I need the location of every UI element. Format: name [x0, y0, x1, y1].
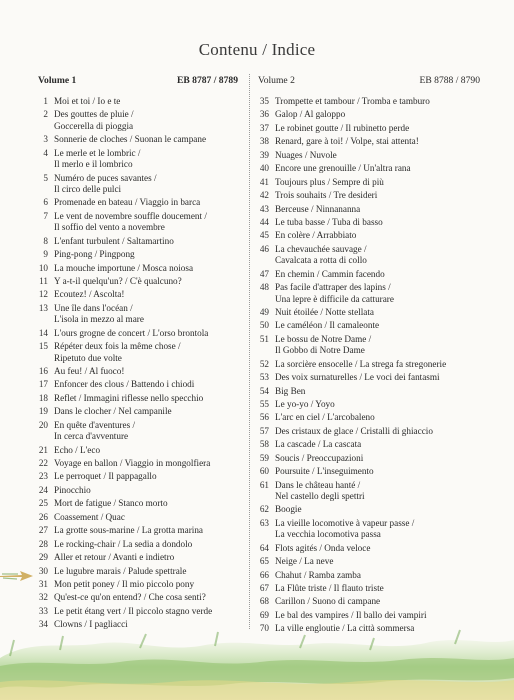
contents-entry	[258, 217, 480, 228]
entry-number: 45	[259, 230, 269, 241]
entry-title: Voyage en ballon / Viaggio in mongolfiera	[54, 458, 211, 469]
entry-title: Y a-t-il quelqu'un? / C'è qualcuno?	[54, 276, 182, 286]
entry-number: 6	[43, 197, 48, 208]
contents-entry	[258, 230, 480, 241]
entry-number: 69	[259, 609, 269, 620]
entry-number: 34	[38, 619, 48, 630]
entry-number: 32	[38, 592, 48, 603]
entry-number: 56	[259, 412, 269, 423]
entry-number: 48	[259, 282, 269, 293]
entry-title: La sorcière ensocelle / La strega fa stregonerie	[275, 358, 447, 369]
brush-arrow-decoration	[0, 569, 36, 583]
contents-entry	[38, 148, 238, 171]
contents-entry	[258, 543, 480, 554]
contents-entry	[38, 134, 238, 145]
entry-title: Sonnerie de cloches / Suonan le campane	[54, 134, 207, 145]
contents-entry	[258, 570, 480, 581]
contents-entry	[258, 480, 480, 503]
entry-title: Echo / L'eco	[54, 444, 101, 455]
entry-title: Nuages / Nuvole	[275, 149, 337, 160]
entry-number: 62	[259, 504, 269, 515]
contents-entry	[38, 379, 238, 390]
entry-number: 24	[38, 484, 48, 495]
entry-number: 51	[259, 333, 269, 344]
entry-number: 25	[38, 498, 48, 509]
entry-number: 49	[259, 306, 269, 317]
contents-entry	[258, 177, 480, 188]
contents-entry	[258, 190, 480, 201]
contents-entry	[258, 412, 480, 423]
volume-1-column	[38, 75, 238, 633]
entry-number: 44	[259, 216, 269, 227]
entry-title: En chemin / Cammin facendo	[275, 268, 385, 279]
entry-number: 58	[259, 439, 269, 450]
contents-entry	[258, 244, 480, 267]
entry-title: Flots agités / Onda veloce	[275, 542, 371, 553]
contents-entry	[258, 556, 480, 567]
contents-entry	[38, 197, 238, 208]
entry-title: En quête d'aventures / In cerca d'avventure	[54, 419, 135, 442]
contents-entry	[38, 498, 238, 509]
contents-entry	[38, 592, 238, 603]
entry-number: 57	[259, 425, 269, 436]
entry-number: 38	[259, 136, 269, 147]
contents-entry	[38, 211, 238, 234]
entry-number: 12	[38, 289, 48, 300]
entry-title: Dans le château hanté / Nel castello degli spettri	[275, 479, 365, 501]
entry-title: Au feu! / Al fuoco!	[54, 366, 125, 376]
entry-title: Le perroquet / Il pappagallo	[54, 471, 157, 482]
entry-title: La Flûte triste / Il flauto triste	[275, 583, 384, 594]
volume-1-list	[38, 96, 238, 631]
entry-title: Renard, gare à toi! / Volpe, stai attenta!	[275, 136, 419, 147]
entry-title: La cascade / La cascata	[275, 439, 362, 450]
entry-number: 14	[38, 327, 48, 338]
watercolor-grass-decoration	[0, 618, 514, 700]
entry-title: Le bal des vampires / Il ballo dei vampiri	[275, 609, 427, 620]
contents-entry	[258, 150, 480, 161]
entry-title: Nuit étoilée / Notte stellata	[275, 306, 374, 317]
entry-number: 2	[43, 109, 48, 120]
entry-number: 60	[259, 466, 269, 477]
entry-number: 9	[43, 249, 48, 260]
contents-entry	[258, 204, 480, 215]
contents-entry	[258, 109, 480, 120]
contents-entry	[38, 289, 238, 300]
contents-entry	[258, 504, 480, 515]
entry-title: Ping-pong / Pingpong	[54, 249, 135, 260]
entry-title: Encore une grenouille / Un'altra rana	[275, 163, 411, 174]
entry-title: Enfoncer des clous / Battendo i chiodi	[54, 379, 195, 390]
contents-entry	[258, 307, 480, 318]
contents-entry	[38, 393, 238, 404]
entry-title: Neige / La neve	[275, 556, 334, 567]
contents-entry	[38, 579, 238, 590]
entry-title: Une île dans l'océan / L'isola in mezzo al mare	[54, 302, 144, 325]
entry-title: Qu'est-ce qu'on entend? / Che cosa senti?	[54, 592, 206, 603]
contents-entry	[258, 123, 480, 134]
entry-title: Berceuse / Ninnananna	[275, 203, 361, 214]
entry-title: Pinocchio	[54, 484, 91, 495]
contents-entry	[258, 596, 480, 607]
entry-title: La mouche importune / Mosca noiosa	[54, 262, 194, 273]
contents-entry	[258, 320, 480, 331]
entry-number: 36	[259, 109, 269, 120]
entry-number: 17	[38, 379, 48, 390]
contents-entry	[38, 471, 238, 482]
entry-title: Coassement / Quac	[54, 511, 125, 522]
volume-2-label: Volume 2	[258, 75, 295, 86]
entry-title: Ecoutez! / Ascolta!	[54, 289, 125, 300]
entry-number: 26	[38, 511, 48, 522]
contents-entry	[38, 249, 238, 260]
contents-entry	[38, 328, 238, 339]
volume-1-header	[38, 75, 238, 89]
entry-title: Le bossu de Notre Dame / Il Gobbo di Notre Dame	[275, 333, 372, 356]
entry-number: 8	[43, 235, 48, 246]
entry-title: Boogie	[275, 504, 302, 515]
entry-number: 39	[259, 149, 269, 160]
entry-title: Dans le clocher / Nel campanile	[54, 406, 172, 417]
entry-title: En colère / Arrabbiato	[275, 230, 357, 241]
entry-number: 59	[259, 452, 269, 463]
entry-number: 53	[259, 372, 269, 383]
contents-entry	[38, 539, 238, 550]
contents-entry	[258, 518, 480, 541]
entry-number: 46	[259, 243, 269, 254]
entry-number: 13	[38, 302, 48, 313]
contents-entry	[38, 341, 238, 364]
entry-number: 68	[259, 596, 269, 607]
contents-entry	[38, 512, 238, 523]
entry-number: 43	[259, 203, 269, 214]
entry-title: Des gouttes de pluie / Goccerella di pioggia	[54, 109, 134, 131]
entry-number: 70	[259, 623, 269, 634]
entry-title: Le caméléon / Il camaleonte	[275, 320, 380, 331]
volume-2-header	[258, 75, 480, 89]
entry-title: Le merle et le lombric / Il merlo e il lombrico	[54, 147, 141, 170]
entry-number: 19	[38, 406, 48, 417]
contents-entry	[38, 566, 238, 577]
entry-number: 31	[38, 578, 48, 589]
entry-number: 42	[259, 190, 269, 201]
contents-entry	[38, 458, 238, 469]
contents-entry	[38, 485, 238, 496]
entry-number: 47	[259, 268, 269, 279]
entry-title: Numéro de puces savantes / Il circo delle pulci	[54, 172, 157, 194]
contents-entry	[258, 96, 480, 107]
entry-title: Galop / Al galoppo	[275, 109, 346, 120]
entry-title: Le rocking-chair / La sedia a dondolo	[54, 538, 193, 549]
entry-number: 28	[38, 538, 48, 549]
contents-entry	[258, 386, 480, 397]
contents-entry	[258, 466, 480, 477]
contents-entry	[38, 236, 238, 247]
entry-title: L'enfant turbulent / Saltamartino	[54, 235, 174, 246]
entry-number: 35	[259, 96, 269, 106]
entry-number: 63	[259, 517, 269, 528]
contents-entry	[258, 399, 480, 410]
contents-entry	[38, 263, 238, 274]
entry-number: 23	[38, 471, 48, 482]
entry-title: Mon petit poney / Il mio piccolo pony	[54, 578, 195, 589]
entry-number: 11	[39, 276, 48, 286]
entry-title: Des cristaux de glace / Cristalli di ghiaccio	[275, 425, 433, 436]
page-title: Contenu / Indice	[198, 40, 316, 59]
entry-title: L'ours grogne de concert / L'orso brontola	[54, 327, 209, 338]
entry-number: 66	[259, 569, 269, 580]
contents-entry	[38, 173, 238, 196]
entry-title: Le yo-yo / Yoyo	[275, 398, 335, 409]
entry-number: 40	[259, 163, 269, 174]
entry-number: 4	[43, 147, 48, 158]
entry-number: 18	[38, 392, 48, 403]
volume-2-column	[258, 75, 480, 637]
entry-title: Reflet / Immagini riflesse nello specchio	[54, 392, 204, 403]
entry-number: 27	[38, 525, 48, 536]
entry-title: Des voix surnaturelles / Le voci dei fantasmi	[275, 372, 440, 383]
contents-entry	[38, 406, 238, 417]
entry-number: 30	[38, 565, 48, 576]
entry-title: Poursuite / L'inseguimento	[275, 466, 374, 477]
entry-title: La vieille locomotive à vapeur passe / La vecchia locomotiva passa	[275, 517, 415, 540]
entry-number: 52	[259, 358, 269, 369]
contents-entry	[38, 96, 238, 107]
contents-entry	[258, 426, 480, 437]
entry-number: 1	[43, 96, 48, 106]
entry-title: Répéter deux fois la même chose / Ripetuto due volte	[54, 341, 181, 363]
volume-2-list	[258, 96, 480, 635]
contents-entry	[258, 372, 480, 383]
volume-1-code: EB 8787 / 8789	[176, 75, 238, 86]
contents-entry	[258, 359, 480, 370]
volume-2-code: EB 8788 / 8790	[419, 75, 480, 86]
entry-title: Le petit étang vert / Il piccolo stagno verde	[54, 605, 213, 616]
entry-title: Le lugubre marais / Palude spettrale	[54, 565, 187, 576]
entry-title: La ville engloutie / La città sommersa	[275, 623, 415, 634]
contents-entry	[258, 282, 480, 305]
entry-number: 10	[38, 262, 48, 273]
entry-number: 29	[38, 552, 48, 563]
entry-number: 5	[43, 172, 48, 183]
contents-entry	[258, 269, 480, 280]
entry-title: Trompette et tambour / Tromba e tamburo	[275, 96, 430, 106]
entry-number: 21	[38, 444, 48, 455]
entry-title: Le robinet goutte / Il rubinetto perde	[275, 122, 410, 133]
entry-title: L'arc en ciel / L'arcobaleno	[275, 412, 375, 423]
entry-title: Carillon / Suono di campane	[275, 596, 381, 607]
column-divider	[249, 74, 250, 629]
entry-title: Le vent de novembre souffle doucement / Il soffio del vento a novembre	[54, 210, 207, 233]
entry-title: Soucis / Preoccupazioni	[275, 452, 364, 463]
entry-number: 64	[259, 542, 269, 553]
contents-entry	[258, 439, 480, 450]
entry-title: Trois souhaits / Tre desideri	[275, 190, 378, 201]
contents-entry	[38, 420, 238, 443]
entry-title: Mort de fatigue / Stanco morto	[54, 498, 168, 509]
entry-title: Moi et toi / Io e te	[54, 96, 121, 106]
entry-number: 22	[38, 458, 48, 469]
entry-number: 7	[43, 210, 48, 221]
entry-title: Chahut / Ramba zamba	[275, 569, 361, 580]
entry-title: Big Ben	[275, 385, 306, 396]
entry-title: Toujours plus / Sempre di più	[275, 176, 384, 187]
contents-entry	[258, 583, 480, 594]
entry-title: Pas facile d'attraper des lapins / Una lepre è difficile da catturare	[275, 282, 394, 304]
entry-number: 15	[38, 341, 48, 352]
entry-number: 55	[259, 398, 269, 409]
entry-title: La grotte sous-marine / La grotta marina	[54, 525, 203, 536]
entry-number: 67	[259, 583, 269, 594]
entry-number: 3	[43, 134, 48, 145]
entry-title: Aller et retour / Avanti e indietro	[54, 552, 175, 563]
contents-entry	[258, 136, 480, 147]
contents-entry	[38, 445, 238, 456]
entry-number: 20	[38, 419, 48, 430]
entry-number: 37	[259, 122, 269, 133]
entry-number: 50	[259, 320, 269, 331]
entry-title: Le tuba basse / Tuba di basso	[275, 216, 383, 227]
contents-entry	[38, 525, 238, 536]
contents-entry	[38, 606, 238, 617]
contents-entry	[38, 552, 238, 563]
entry-number: 61	[259, 479, 269, 490]
entry-number: 65	[259, 556, 269, 567]
contents-entry	[38, 276, 238, 287]
entry-title: La chevauchée sauvage / Cavalcata a rotta di collo	[275, 243, 367, 266]
contents-entry	[38, 366, 238, 377]
entry-number: 16	[38, 366, 48, 376]
entry-number: 41	[259, 176, 269, 187]
contents-entry	[258, 163, 480, 174]
contents-entry	[38, 303, 238, 326]
contents-entry	[38, 109, 238, 132]
contents-entry	[258, 334, 480, 357]
entry-title: Clowns / I pagliacci	[54, 619, 128, 630]
volume-1-label: Volume 1	[38, 75, 77, 86]
entry-number: 33	[38, 605, 48, 616]
entry-number: 54	[259, 385, 269, 396]
entry-title: Promenade en bateau / Viaggio in barca	[54, 197, 201, 208]
contents-entry	[258, 453, 480, 464]
